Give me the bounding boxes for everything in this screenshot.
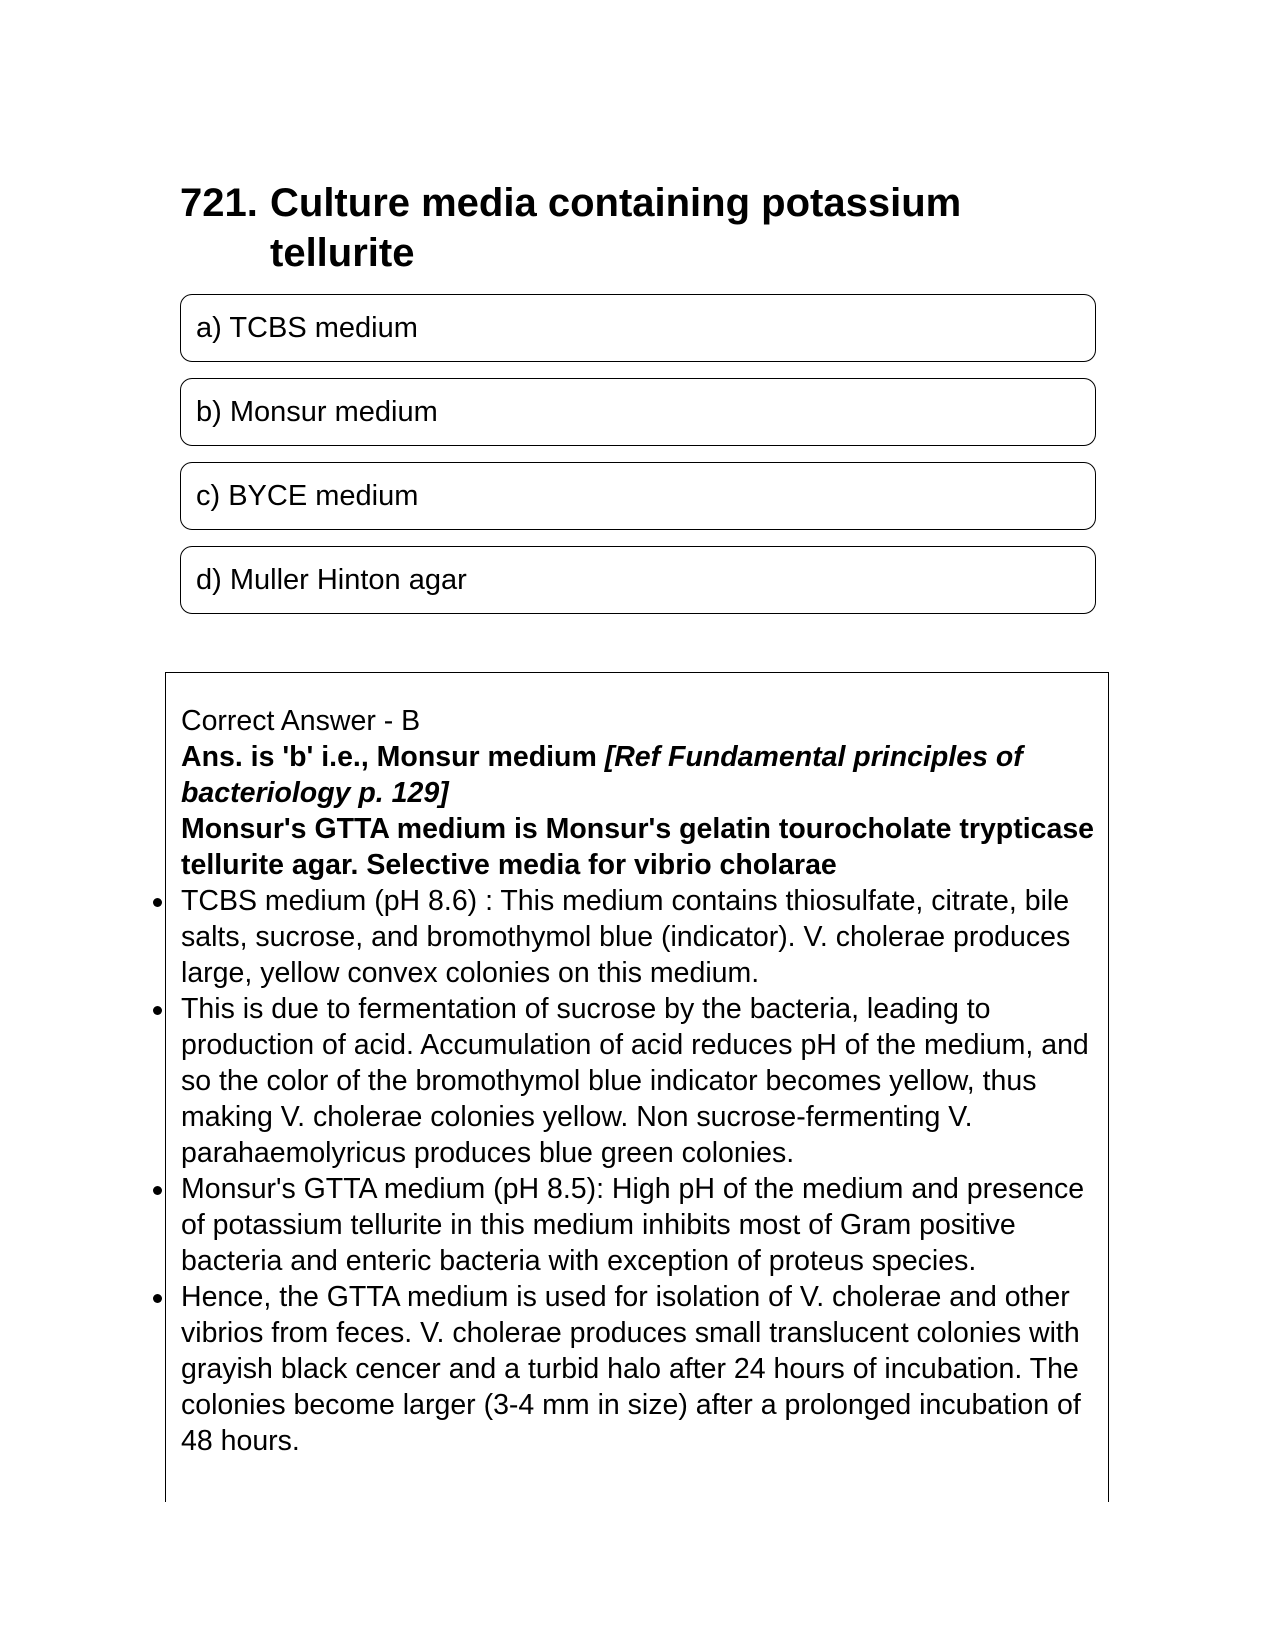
bullet-text: Hence, the GTTA medium is used for isolation of V. cholerae and other vibrios from feces. V. cholerae produces small translucent colonies with grayish black cencer and a turbid halo after 24 hours of incubation. The colonies become larger (3-4 mm in size) after a prolonged incubation of 48 hours. bbox=[181, 1281, 1081, 1457]
list-item bbox=[181, 883, 1101, 991]
list-item bbox=[181, 1171, 1101, 1279]
question-text: Culture media containing potassium tellurite bbox=[270, 181, 962, 275]
question-number: 721. bbox=[180, 181, 258, 225]
answer-explanation bbox=[181, 703, 1101, 1459]
option-b[interactable]: b) Monsur medium bbox=[180, 378, 1096, 446]
option-a[interactable]: a) TCBS medium bbox=[180, 294, 1096, 362]
option-c[interactable]: c) BYCE medium bbox=[180, 462, 1096, 530]
bullet-text: TCBS medium (pH 8.6) : This medium contains thiosulfate, citrate, bile salts, sucrose, and bromothymol blue (indicator). V. cholerae produces large, yellow convex colonies on this medium. bbox=[181, 885, 1071, 989]
bullet-icon bbox=[153, 1294, 162, 1303]
explanation-bullets bbox=[181, 883, 1101, 1459]
bullet-text: Monsur's GTTA medium (pH 8.5): High pH of the medium and presence of potassium tellurite in this medium inhibits most of Gram positive bacteria and enteric bacteria with exception of proteus species. bbox=[181, 1173, 1085, 1277]
option-d[interactable]: d) Muller Hinton agar bbox=[180, 546, 1096, 614]
list-item bbox=[181, 991, 1101, 1171]
question-heading bbox=[180, 178, 1060, 278]
list-item bbox=[181, 1279, 1101, 1459]
answer-bold-text: Ans. is 'b' i.e., Monsur medium bbox=[181, 741, 605, 773]
answer-definition: Monsur's GTTA medium is Monsur's gelatin tourocholate trypticase tellurite agar. Selective media for vibrio cholarae bbox=[181, 813, 1095, 881]
options-list bbox=[180, 294, 1096, 630]
bullet-text: This is due to fermentation of sucrose by the bacteria, leading to production of acid. Accumulation of acid reduces pH of the medium, and so the color of the bromothymol blue indicator becomes yellow, thus making V. cholerae colonies yellow. Non sucrose-fermenting V. parahaemolyricus produces blue green colonies. bbox=[181, 993, 1089, 1169]
bullet-icon bbox=[153, 1186, 162, 1195]
bullet-icon bbox=[153, 1006, 162, 1015]
answer-reference: [Ref Fundamental principles of bacteriology p. 129] bbox=[181, 741, 1023, 809]
bullet-icon bbox=[153, 898, 162, 907]
correct-answer-line: Correct Answer - B bbox=[181, 705, 421, 737]
answer-statement bbox=[181, 739, 1101, 811]
